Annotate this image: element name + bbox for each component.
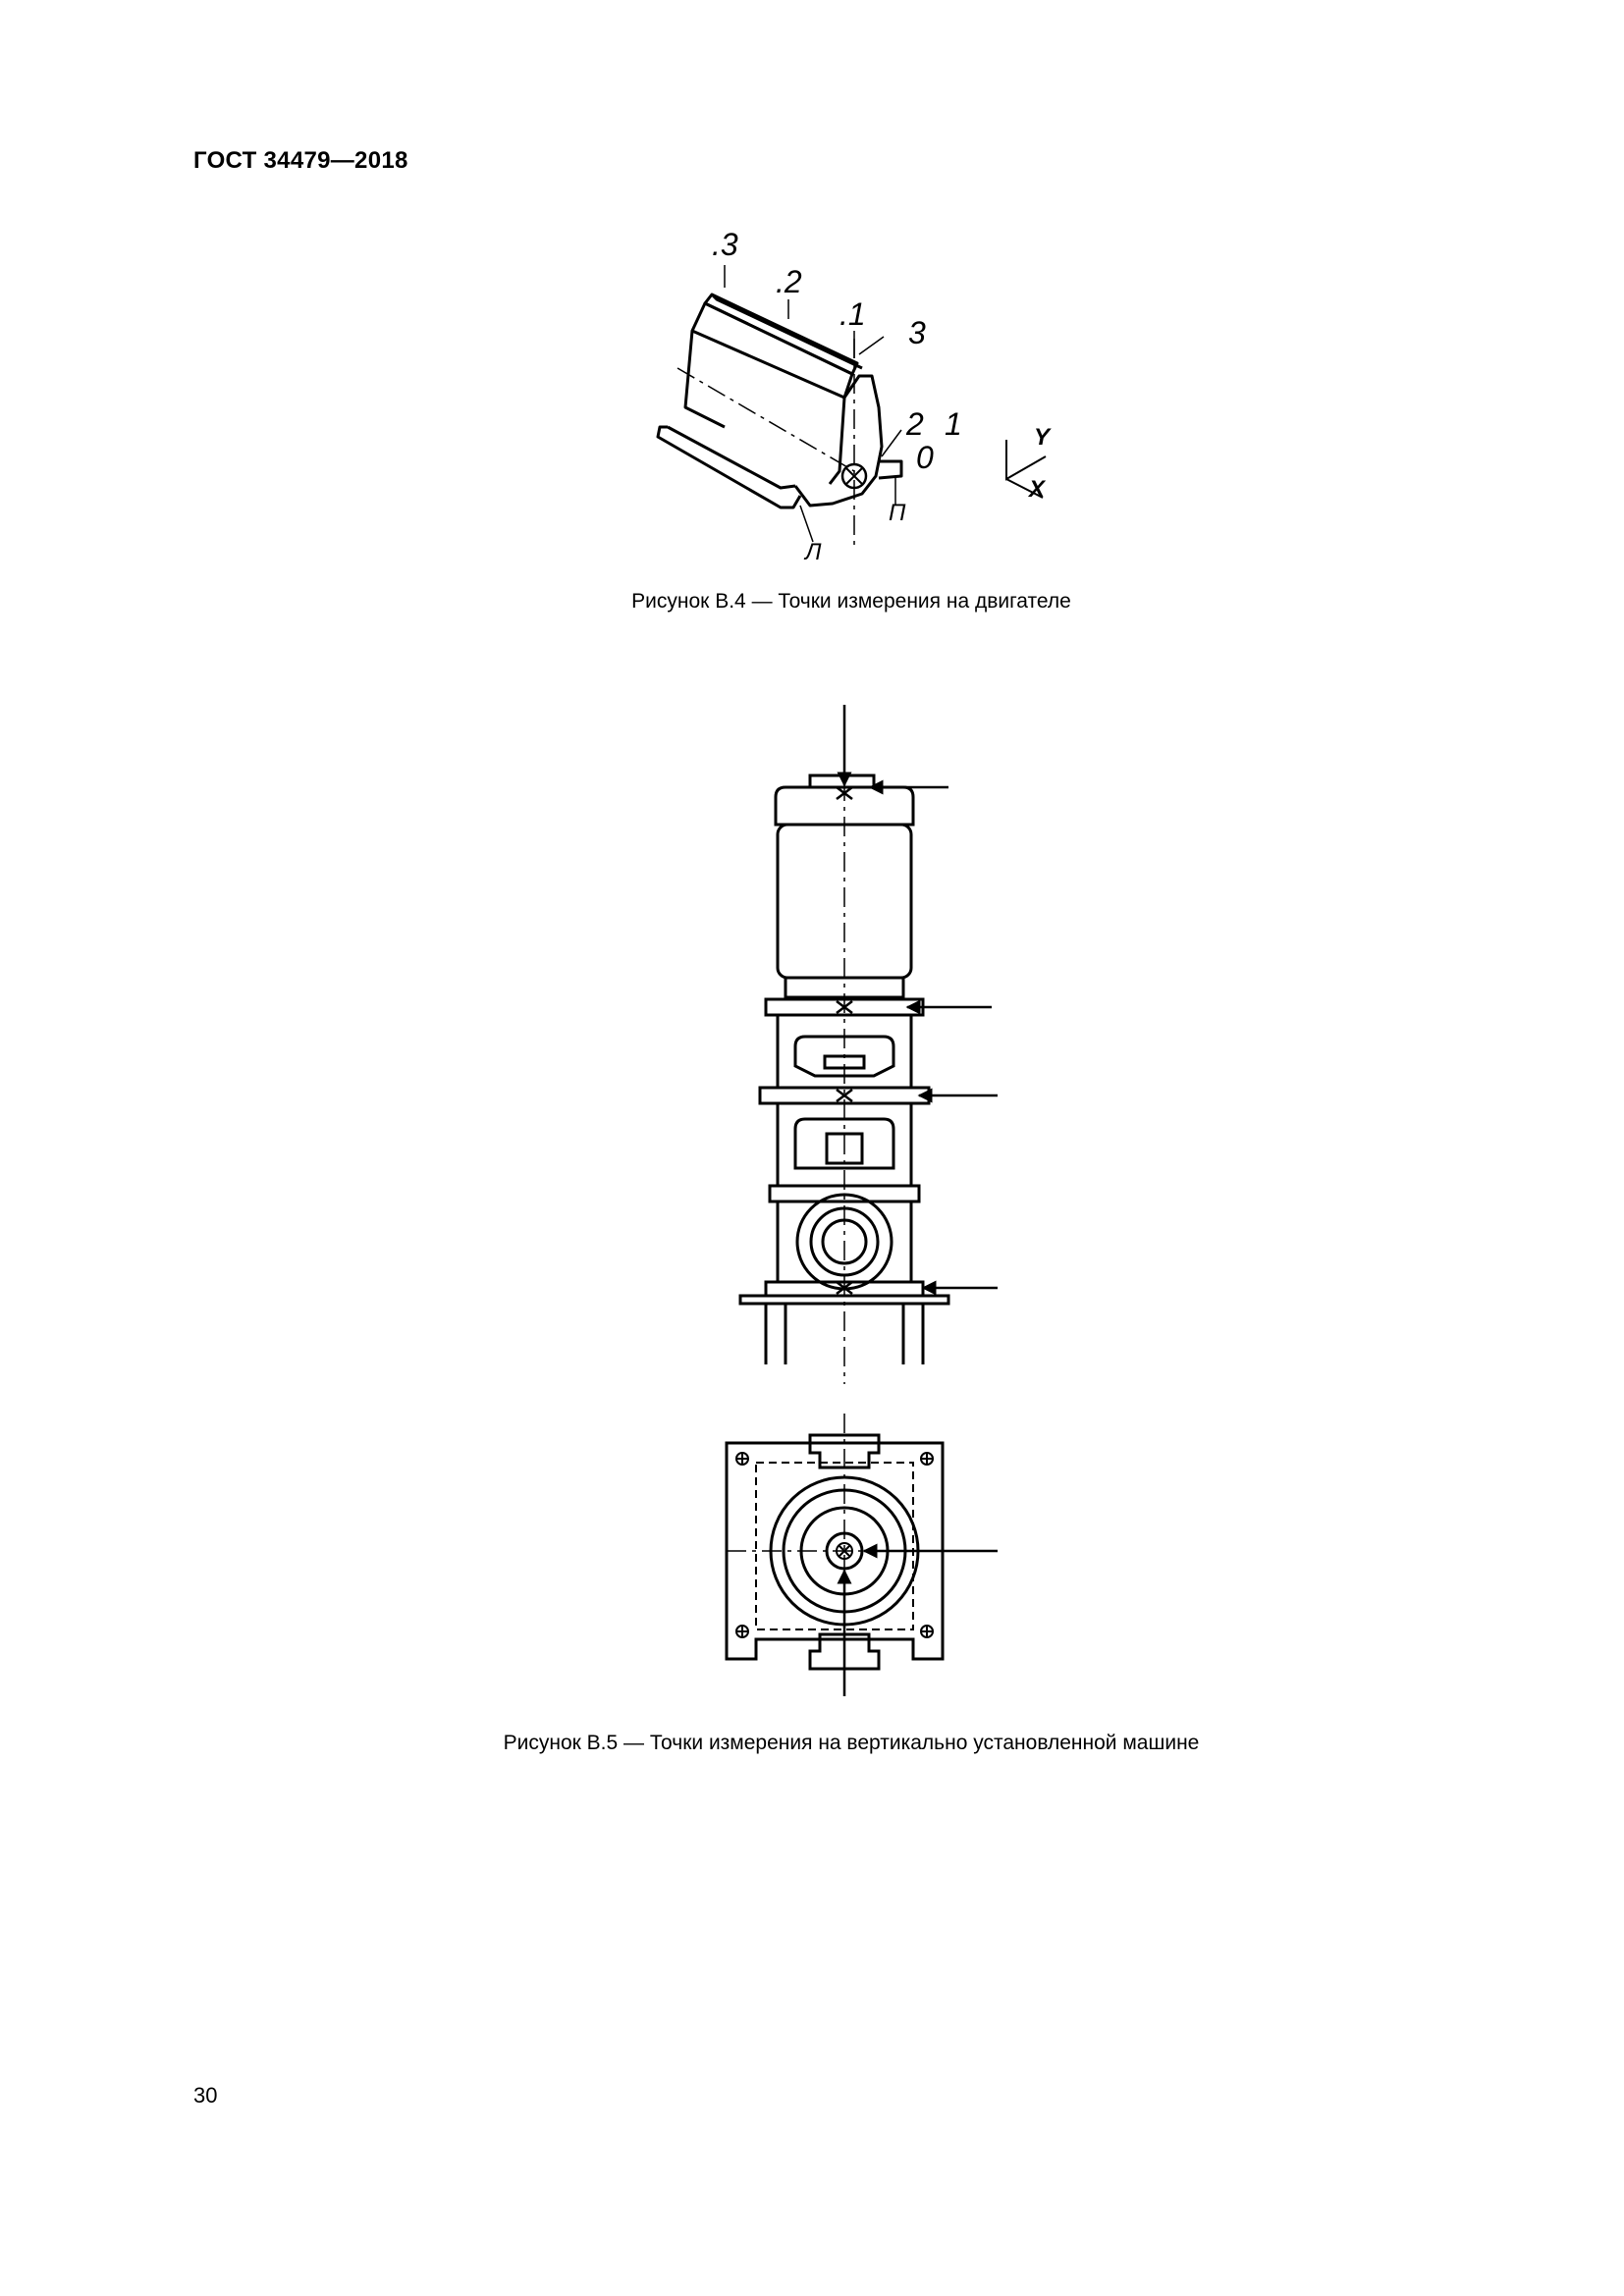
- label-right-side: П: [889, 500, 906, 526]
- label-axis-x: X: [1029, 476, 1046, 503]
- label-left-side: Л: [805, 539, 822, 565]
- figure-b5-vertical-machine-drawing: [707, 687, 1021, 1708]
- label-point-2: 2: [906, 406, 924, 442]
- document-header: ГОСТ 34479—2018: [193, 147, 408, 174]
- label-point-3: 3: [908, 315, 926, 350]
- label-point-dot1: .1: [839, 296, 866, 332]
- figure-b4-motor-drawing: [638, 221, 1090, 574]
- figure-b4-caption: Рисунок В.4 — Точки измерения на двигателе: [631, 590, 1071, 613]
- figure-b5-caption: Рисунок В.5 — Точки измерения на вертикально установленной машине: [503, 1732, 1200, 1754]
- label-point-dot2: .2: [776, 264, 802, 299]
- label-point-0: 0: [916, 440, 934, 475]
- label-point-dot3: .3: [712, 227, 738, 262]
- page-number: 30: [193, 2083, 218, 2108]
- label-point-1: 1: [945, 406, 962, 442]
- label-axis-y: Y: [1034, 424, 1051, 451]
